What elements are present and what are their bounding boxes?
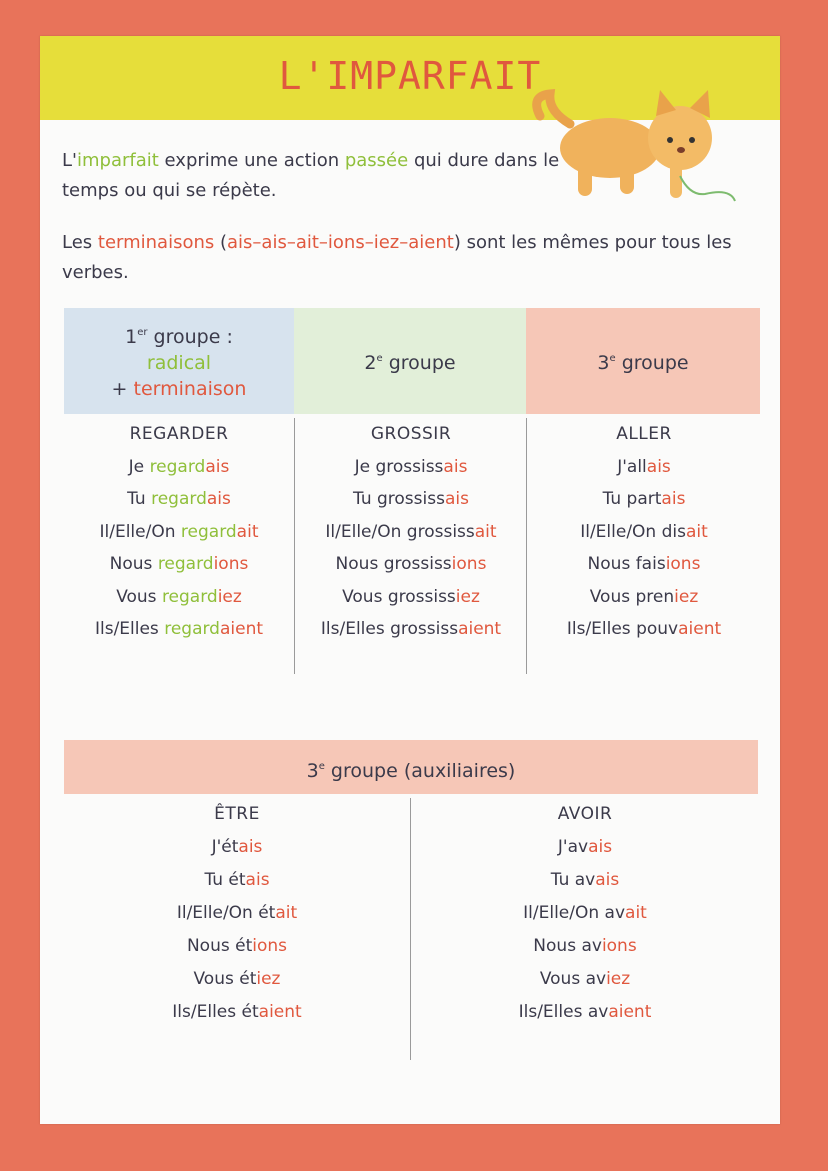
header-auxiliaires	[64, 740, 758, 794]
ending: aient	[219, 619, 264, 639]
intro-text: ) sont les mêmes pour tous les verbes.	[62, 232, 732, 283]
radical: regard	[149, 456, 206, 477]
keyword-passee: passée	[344, 150, 409, 171]
intro-text: qui dure dans le temps ou qui se répète.	[62, 150, 560, 201]
radical: regard	[180, 521, 237, 542]
ordinal-suffix: e	[318, 761, 325, 772]
conjugation-row	[527, 451, 761, 484]
group-number: 1	[125, 326, 138, 348]
stem: Vous pren	[589, 586, 675, 607]
conjugation-row	[411, 963, 759, 996]
verb-title: REGARDER	[129, 424, 229, 444]
ending: ais	[661, 489, 686, 509]
ending: ais	[444, 489, 469, 509]
radical: regard	[151, 489, 207, 509]
ending: ais	[206, 489, 231, 509]
stem: Il/Elle/On dis	[580, 521, 686, 542]
radical: regard	[161, 586, 218, 607]
stem: Nous av	[533, 936, 602, 956]
conjugation-row	[411, 930, 759, 963]
conjugation-row	[527, 483, 761, 516]
conjugation-row	[411, 996, 759, 1029]
group-label: groupe (auxiliaires)	[324, 760, 516, 782]
terminaison-label: terminaison	[133, 378, 247, 400]
lesson-sheet	[40, 36, 780, 1124]
stem: Il/Elle/On av	[523, 903, 626, 923]
conjugation-row	[295, 581, 527, 614]
radical: regard	[157, 554, 214, 574]
ending: aient	[258, 1002, 302, 1022]
ending: ions	[601, 936, 637, 956]
ending: iez	[606, 969, 631, 989]
pronoun: Je	[128, 456, 150, 477]
conjugation-row	[295, 451, 527, 484]
conjugation-row	[64, 930, 410, 963]
ending: ions	[451, 554, 487, 574]
stem: Vous av	[539, 969, 607, 989]
group-number: 3	[597, 352, 610, 374]
ending: aient	[608, 1002, 652, 1022]
pronoun: Ils/Elles	[94, 619, 165, 639]
ending: ait	[275, 903, 298, 923]
conjugation-row	[295, 483, 527, 516]
ending: ais	[646, 456, 671, 477]
conjugation-row	[411, 831, 759, 864]
ending: aient	[678, 619, 722, 639]
pronoun: Il/Elle/On	[99, 521, 181, 542]
stem: Tu part	[602, 489, 662, 509]
conjugation-row	[411, 864, 759, 897]
stem: Tu ét	[204, 870, 246, 890]
stem: Ils/Elles pouv	[566, 619, 679, 639]
aller-column	[526, 418, 761, 674]
stem: Ils/Elles grossiss	[320, 619, 459, 639]
ordinal-suffix: e	[609, 353, 616, 364]
header-group-2	[294, 308, 526, 414]
ending: ions	[252, 936, 288, 956]
verb-title: GROSSIR	[370, 424, 452, 444]
endings-list: ais–ais–ait–ions–iez–aient	[227, 232, 454, 253]
avoir-column	[410, 798, 759, 1060]
group-number: 2	[364, 352, 377, 374]
conjugation-row	[64, 483, 294, 516]
group-label: groupe :	[147, 326, 233, 348]
ordinal-suffix: e	[376, 353, 383, 364]
ending: ais	[245, 870, 270, 890]
ending: ions	[665, 554, 701, 574]
ending: ions	[213, 554, 249, 574]
ending: aient	[458, 619, 502, 639]
verb-title: ALLER	[616, 424, 672, 444]
conjugation-row	[527, 548, 761, 581]
conjugation-row	[64, 831, 410, 864]
stem: Il/Elle/On grossiss	[325, 521, 475, 542]
stem: Ils/Elles av	[518, 1002, 609, 1022]
pronoun: Nous	[109, 554, 158, 574]
ending: ais	[205, 456, 230, 477]
conjugation-row	[64, 963, 410, 996]
stem: Vous ét	[193, 969, 257, 989]
verb-title: ÊTRE	[214, 804, 260, 824]
keyword-terminaisons: terminaisons	[97, 232, 215, 253]
keyword-imparfait: imparfait	[76, 150, 159, 171]
header-group-3	[526, 308, 760, 414]
stem: J'ét	[211, 837, 239, 857]
ending: iez	[674, 586, 699, 607]
intro-text: exprime une action	[158, 150, 345, 171]
stem: Vous grossiss	[342, 586, 456, 607]
conjugation-row	[295, 516, 527, 549]
conjugation-row	[411, 897, 759, 930]
endings-paragraph	[62, 228, 762, 288]
ending: ais	[238, 837, 263, 857]
verb-title: AVOIR	[557, 804, 613, 824]
conjugation-row	[527, 516, 761, 549]
stem: Il/Elle/On ét	[176, 903, 276, 923]
conjugation-row	[64, 996, 410, 1029]
header-group-1	[64, 308, 294, 414]
ending: iez	[256, 969, 281, 989]
group-label: groupe	[615, 352, 689, 374]
radical-label: radical	[146, 352, 212, 374]
ordinal-suffix: er	[137, 327, 148, 338]
ending: ait	[685, 521, 708, 542]
intro-text: (	[214, 232, 228, 253]
conjugation-row	[295, 548, 527, 581]
intro-paragraph	[62, 146, 562, 206]
plus-sign: +	[111, 378, 134, 400]
conjugation-row	[64, 613, 294, 646]
conjugation-row	[64, 897, 410, 930]
stem: Je grossiss	[354, 456, 444, 477]
grossir-column	[294, 418, 527, 674]
ending: ais	[443, 456, 468, 477]
stem: Tu grossiss	[353, 489, 445, 509]
ending: ais	[588, 837, 613, 857]
conjugation-row	[64, 581, 294, 614]
radical: regard	[164, 619, 220, 639]
conjugation-row	[64, 451, 294, 484]
stem: J'av	[557, 837, 589, 857]
conjugation-row	[64, 548, 294, 581]
conjugation-row	[295, 613, 527, 646]
conjugation-row	[527, 613, 761, 646]
conjugation-row	[64, 516, 294, 549]
stem: Ils/Elles ét	[172, 1002, 259, 1022]
stem: Nous ét	[186, 936, 253, 956]
stem: Tu av	[550, 870, 596, 890]
ending: ait	[236, 521, 259, 542]
conjugation-row	[64, 864, 410, 897]
ending: ait	[625, 903, 647, 923]
ending: iez	[455, 586, 480, 607]
pronoun: Tu	[127, 489, 152, 509]
etre-column	[64, 798, 410, 1060]
group-label: groupe	[382, 352, 456, 374]
stem: Nous grossiss	[335, 554, 452, 574]
group-number: 3	[306, 760, 319, 782]
ending: ais	[595, 870, 620, 890]
intro-text: Les	[62, 232, 98, 253]
page-title: L'IMPARFAIT	[278, 54, 542, 98]
ending: ait	[474, 521, 497, 542]
stem: J'all	[617, 456, 647, 477]
regarder-column	[64, 418, 294, 674]
ending: iez	[217, 586, 242, 607]
pronoun: Vous	[116, 586, 162, 607]
stem: Nous fais	[587, 554, 666, 574]
intro-text: L'	[62, 150, 77, 171]
conjugation-row	[527, 581, 761, 614]
